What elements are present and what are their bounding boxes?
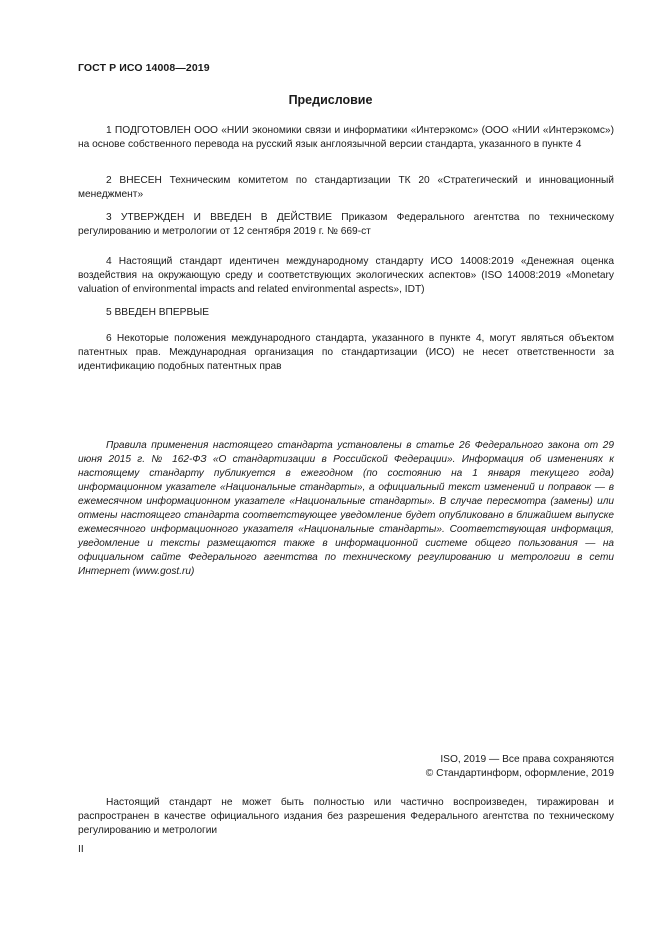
standartinform-copyright: © Стандартинформ, оформление, 2019 [425, 768, 614, 779]
standard-id-header: ГОСТ Р ИСО 14008—2019 [78, 62, 210, 74]
page-number: II [78, 844, 84, 855]
standard-application-notice: Правила применения настоящего стандарта установлены в статье 26 Федерального закона от 29 июня 2015 г. № 162-ФЗ «О стандартизации в Российской Федерации». Информация об изменениях к настоящему стандарту публикуется в ежегодном (по состоянию на 1 января текущего года) информационном указателе «Национальные стандарты», а официальный текст изменений и поправок — в ежемесячном информационном указателе «Национальные стандарты». В случае пересмотра (замены) или отмены настоящего стандарта соответствующее уведомление будет опубликовано в ближайшем выпуске ежемесячного информационного указателя «Национальные стандарты». Соответствующая информация, уведомление и тексты размещаются также в информационной системе общего пользования — на официальном сайте Федерального агентства по техническому регулированию и метрологии в сети Интернет (www.gost.ru) [78, 440, 614, 577]
reproduction-notice: Настоящий стандарт не может быть полностью или частично воспроизведен, тиражирован и распространен в качестве официального издания без разрешения Федерального агентства по техническому регулированию и метрологии [78, 797, 614, 836]
iso-copyright: ISO, 2019 — Все права сохраняются [440, 754, 614, 765]
preface-item-3: 3 УТВЕРЖДЕН И ВВЕДЕН В ДЕЙСТВИЕ Приказом Федерального агентства по техническому регулированию и метрологии от 12 сентября 2019 г. № 669-ст [78, 212, 614, 237]
preface-title: Предисловие [288, 93, 373, 107]
preface-item-6: 6 Некоторые положения международного стандарта, указанного в пункте 4, могут являться объектом патентных прав. Международная организация по стандартизации (ИСО) не несет ответственности за идентификацию подобных патентных прав [78, 333, 614, 372]
preface-item-4: 4 Настоящий стандарт идентичен международному стандарту ИСО 14008:2019 «Денежная оценка воздействия на окружающую среду и соответствующих экологических аспектов» (ISO 14008:2019 «Monetary valuation of environmental impacts and related environmental aspects», IDT) [78, 256, 614, 295]
preface-item-5: 5 ВВЕДЕН ВПЕРВЫЕ [106, 307, 210, 318]
preface-item-1: 1 ПОДГОТОВЛЕН ООО «НИИ экономики связи и информатики «Интерэкомс» (ООО «НИИ «Интерэкомс») на основе собственного перевода на русский язык англоязычной версии стандарта, указанного в пункте 4 [78, 125, 614, 150]
preface-item-2: 2 ВНЕСЕН Техническим комитетом по стандартизации ТК 20 «Стратегический и инновационный менеджмент» [78, 175, 614, 200]
